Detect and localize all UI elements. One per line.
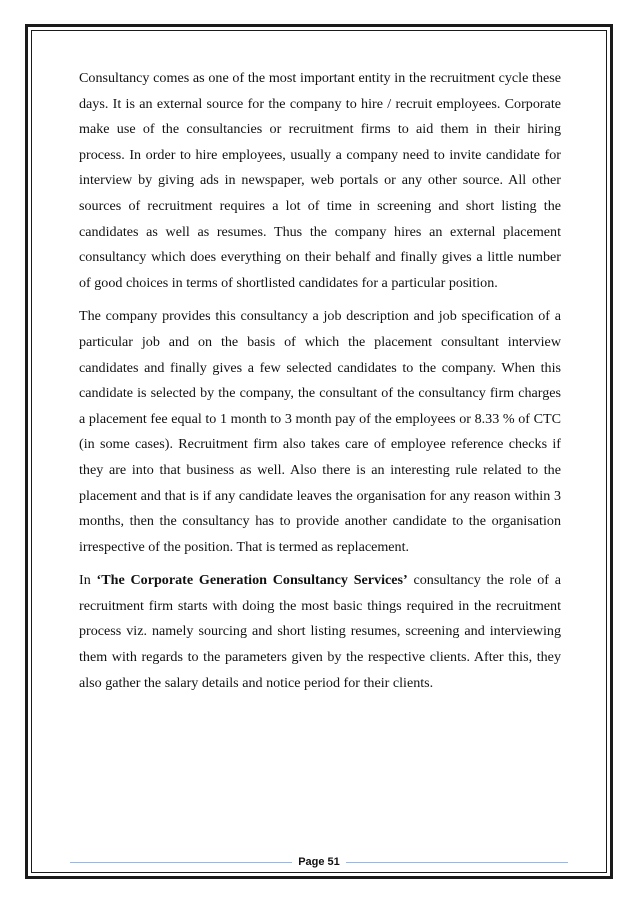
footer-rule-left: [70, 862, 292, 863]
paragraph-3-text: consultancy the role of a recruitment firm starts with doing the most basic things required in the recruitment process viz. namely sourcing and short listing resumes, screening and interviewing them with regards to the parameters given by the respective clients. After this, they also gather the salary details and notice period for their clients.: [79, 572, 561, 691]
footer-rule-right: [346, 862, 568, 863]
paragraph-1: Consultancy comes as one of the most important entity in the recruitment cycle these days. It is an external source for the company to hire / recruit employees. Corporate make use of the consultancies or recruitment firms to aid them in their hiring process. In order to hire employees, usually a company need to invite candidate for interview by giving ads in newspaper, web portals or any other source. All other sources of recruitment requires a lot of time in screening and short listing the candidates as well as resumes. Thus the company hires an external placement consultancy which does everything on their behalf and finally gives a little number of good choices in terms of shortlisted candidates for a particular position.: [79, 70, 561, 291]
company-name-emphasis: ‘The Corporate Generation Consultancy Services’: [96, 572, 408, 589]
paragraph-2: The company provides this consultancy a job description and job specification of a particular job and on the basis of which the placement consultant interview candidates and finally gives a few selected candidates to the company. When this candidate is selected by the company, the consultant of the consultancy firm charges a placement fee equal to 1 month to 3 month pay of the employees or 8.33 % of CTC (in some cases). Recruitment firm also takes care of employee reference checks if they are into that business as well. Also there is an interesting rule related to the placement and that is if any candidate leaves the organisation for any reason within 3 months, then the consultancy has to provide another candidate to the organisation irrespective of the position. That is termed as replacement.: [79, 308, 561, 555]
paragraph-3: [79, 568, 561, 696]
page-footer: [70, 852, 568, 872]
paragraph-3-intro: In: [79, 572, 97, 589]
document-body: [79, 66, 561, 704]
page-number: Page 51: [298, 856, 340, 868]
